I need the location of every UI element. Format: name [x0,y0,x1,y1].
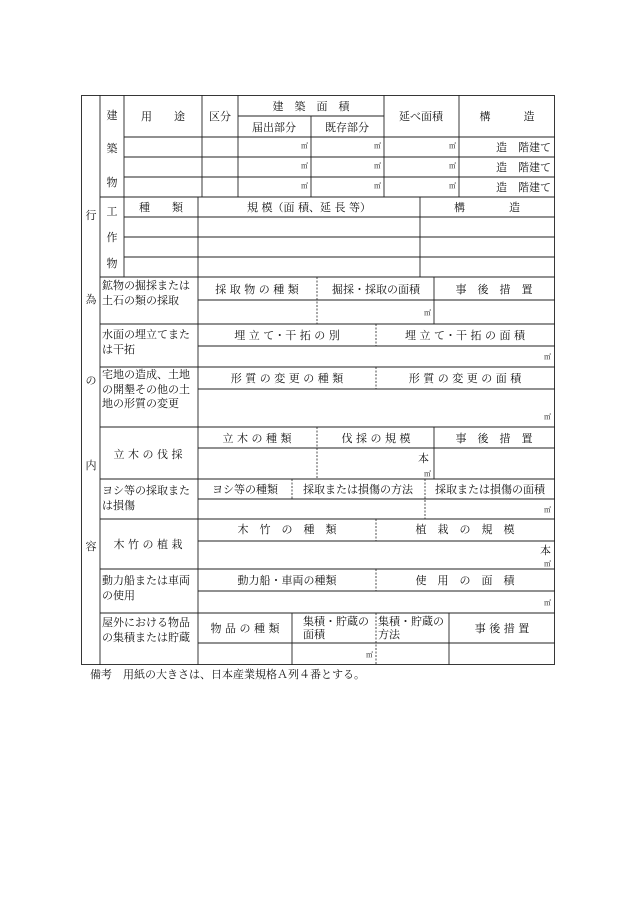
boat-col-area: 使 用 の 面 積 [415,574,515,587]
left-label-char: 内 [85,459,97,472]
land-col-kind: 形 質 の 変 更 の 種 類 [230,372,344,385]
felling-col-type: 立 木 の 種 類 [222,432,292,445]
storage-col-method: 集積・貯蔵の方法 [378,615,444,641]
header-notified-part: 届出部分 [252,121,296,134]
structure-side-char: 工 [106,205,118,218]
storage-col-area-box [303,615,375,643]
building-side-char: 建 [106,109,118,122]
structure-floors: 造 階建て [496,181,551,194]
unit-trees: 本 [418,452,429,465]
footnote: 備考 用紙の大きさは、日本産業規格Ａ列４番とする。 [90,668,365,681]
reed-label-box [102,483,197,517]
unit-sqm: ㎡ [374,162,381,170]
storage-label-box [102,615,197,664]
felling-col-aftercare: 事 後 措 置 [455,432,533,445]
unit-sqm: ㎡ [449,142,456,150]
felling-label: 立 木 の 伐 採 [113,448,183,461]
land-label: 宅地の造成、土地の開墾その他の土地の形質の変更 [102,368,190,410]
left-label-char: 為 [85,293,97,306]
planting-label: 木 竹 の 植 栽 [113,538,183,551]
structure-side-char: 物 [106,257,118,270]
structure-side-char: 作 [106,231,118,244]
left-label-char: の [85,374,97,387]
unit-sqm: ㎡ [424,309,431,317]
unit-sqm: ㎡ [544,353,551,361]
reclamation-label-box [102,327,197,365]
mining-label: 鉱物の掘採または土石の類の採取 [102,279,190,307]
unit-sqm: ㎡ [366,651,373,659]
header-structure: 構 造 [454,201,520,214]
storage-col-type: 物 品 の 種 類 [210,622,280,635]
header-existing-part: 既存部分 [325,121,369,134]
unit-sqm: ㎡ [374,142,381,150]
left-label-char: 容 [85,540,97,553]
unit-trees: 本 [540,544,551,557]
mining-label-box [102,279,197,323]
reclamation-col-kind: 埋 立 て・干 拓 の 別 [234,329,340,342]
storage-col-area: 集積・貯蔵の面積 [303,615,369,641]
header-building-area: 建 築 面 積 [272,100,350,113]
building-side-char: 築 [106,142,118,155]
form-grid [81,95,555,665]
unit-sqm: ㎡ [424,470,431,478]
boat-col-type: 動力船・車両の種類 [237,574,337,587]
mining-col-area: 掘採・採取の面積 [332,283,420,296]
unit-sqm: ㎡ [301,162,308,170]
header-structure: 構 造 [479,110,535,123]
reed-col-type: ヨシ等の種類 [212,483,278,496]
unit-sqm: ㎡ [544,560,551,568]
header-use: 用 途 [141,110,185,123]
unit-sqm: ㎡ [544,413,551,421]
structure-floors: 造 階建て [496,141,551,154]
permit-form-table [81,95,555,665]
boat-label: 動力船または車両の使用 [102,574,190,602]
unit-sqm: ㎡ [544,506,551,514]
reed-col-method: 採取または損傷の方法 [303,483,413,496]
building-side-char: 物 [106,176,118,189]
unit-sqm: ㎡ [449,182,456,190]
storage-col-aftercare: 事 後 措 置 [474,622,530,635]
header-scale: 規 模（面 積、延 長 等） [247,201,371,214]
storage-label: 屋外における物品の集積または貯蔵 [102,616,190,644]
reclamation-col-area: 埋 立 て・干 拓 の 面 積 [405,329,525,342]
unit-sqm: ㎡ [301,182,308,190]
planting-col-type: 木 竹 の 種 類 [237,523,337,536]
reclamation-label: 水面の埋立てまたは干拓 [102,328,190,356]
land-col-area: 形 質 の 変 更 の 面 積 [408,372,522,385]
reed-col-area: 採取または損傷の面積 [435,483,545,496]
mining-col-aftercare: 事 後 措 置 [455,283,533,296]
unit-sqm: ㎡ [544,599,551,607]
reed-label: ヨシ等の採取または損傷 [102,484,190,512]
structure-floors: 造 階建て [496,161,551,174]
header-category: 区分 [209,110,231,123]
header-floor-area: 延べ面積 [399,110,443,123]
header-type: 種 類 [139,201,183,214]
land-label-box [102,368,197,426]
planting-col-scale: 植 栽 の 規 模 [415,523,515,536]
unit-sqm: ㎡ [374,182,381,190]
unit-sqm: ㎡ [449,162,456,170]
boat-label-box [102,573,197,611]
storage-col-method-box [378,615,448,643]
left-label-char: 行 [85,209,97,222]
unit-sqm: ㎡ [301,142,308,150]
mining-col-type: 採 取 物 の 種 類 [215,283,299,296]
felling-col-scale: 伐 採 の 規 模 [341,432,411,445]
